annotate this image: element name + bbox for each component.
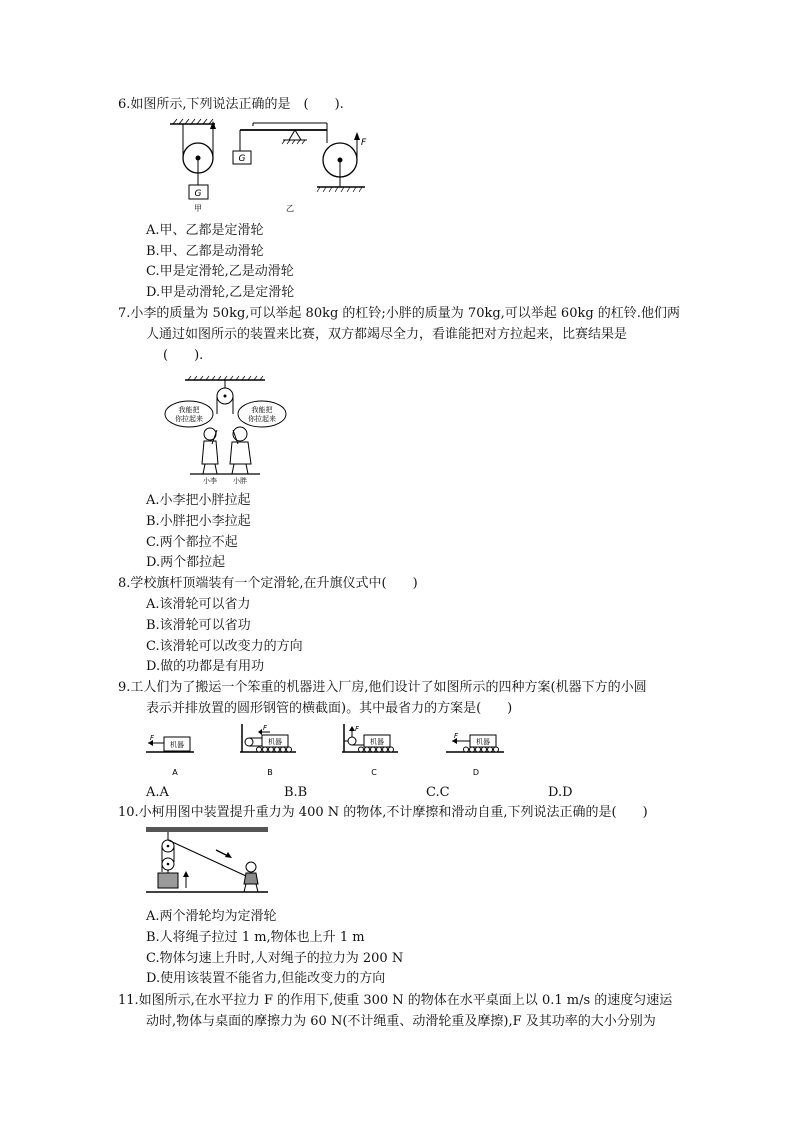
q7-name-left: 小李 — [203, 477, 217, 484]
q7-bubble-right-line2: 你拉起来 — [248, 415, 276, 423]
q9-d-force: F — [454, 732, 459, 740]
q9-schemes-figure — [146, 722, 516, 780]
q10-option-d: D.使用该装置不能省力,但能改变力的方向 — [146, 971, 386, 986]
q6-weight-label-yi: G — [238, 154, 246, 164]
q10-option-c: C.物体匀速上升时,人对绳子的拉力为 200 N — [146, 951, 404, 966]
q9-stem-line1: 9.工人们为了搬运一个笨重的机器进入厂房,他们设计了如图所示的四种方案(机器下方的小圆 — [118, 680, 647, 695]
q8-option-b: B.该滑轮可以省功 — [146, 618, 251, 633]
q7-stem-line1: 7.小李的质量为 50kg,可以举起 80kg 的杠铃;小胖的质量为 70kg,可以举起 60kg 的杠铃.他们两 — [118, 306, 680, 321]
q9-fig-label-c: C — [371, 768, 377, 777]
q6-weight-label-jia: G — [194, 189, 202, 199]
q6-force-label: F — [361, 138, 367, 148]
q9-option-c: C.C — [426, 785, 450, 800]
q9-fig-label-a: A — [172, 768, 178, 777]
q6-stem: 6.如图所示,下列说法正确的是 ( ). — [118, 97, 344, 112]
q7-tug-figure — [160, 374, 295, 484]
q9-c-machine: 机器 — [370, 738, 384, 746]
q6-option-a: A.甲、乙都是定滑轮 — [146, 223, 264, 238]
q9-d-machine: 机器 — [476, 738, 490, 746]
q6-label-jia: 甲 — [194, 204, 202, 213]
q8-option-a: A.该滑轮可以省力 — [146, 597, 251, 612]
q6-option-d: D.甲是动滑轮,乙是定滑轮 — [146, 285, 295, 300]
q8-option-d: D.做的功都是有用功 — [146, 659, 265, 674]
q7-option-b: B.小胖把小李拉起 — [146, 514, 251, 529]
q9-fig-label-b: B — [267, 768, 273, 777]
q7-name-right: 小胖 — [233, 477, 247, 484]
q6-pulley-figure — [165, 115, 380, 213]
q7-option-c: C.两个都拉不起 — [146, 535, 238, 550]
q9-option-d: D.D — [548, 785, 573, 800]
q7-option-d: D.两个都拉起 — [146, 555, 226, 570]
q7-bubble-left-line2: 你拉起来 — [175, 415, 203, 423]
q7-bubble-left-line1: 我能把 — [178, 406, 200, 414]
q7-option-a: A.小李把小胖拉起 — [146, 493, 251, 508]
q10-option-a: A.两个滑轮均为定滑轮 — [146, 909, 277, 924]
q9-fig-label-d: D — [472, 768, 480, 777]
q7-stem-line2: 人通过如图所示的装置来比赛，双方都竭尽全力，看谁能把对方拉起来，比赛结果是 — [146, 327, 628, 342]
q10-stem: 10.小柯用图中装置提升重力为 400 N 的物体,不计摩擦和滑动自重,下列说法正确的是( ) — [118, 805, 648, 820]
q7-bubble-right-line1: 我能把 — [251, 406, 273, 414]
q10-pulley-figure — [146, 826, 271, 898]
q9-b-force: F — [263, 724, 268, 732]
q10-option-b: B.人将绳子拉过 1 m,物体也上升 1 m — [146, 930, 365, 945]
q6-option-b: B.甲、乙都是动滑轮 — [146, 244, 264, 259]
q6-label-yi: 乙 — [286, 204, 294, 213]
q11-stem-line1: 11.如图所示,在水平拉力 F 的作用下,使重 300 N 的物体在水平桌面上以 0.1 m/s 的速度匀速运 — [118, 993, 673, 1008]
q9-option-a: A.A — [146, 785, 169, 800]
q8-stem: 8.学校旗杆顶端装有一个定滑轮,在升旗仪式中( ) — [118, 576, 418, 591]
q8-option-c: C.该滑轮可以改变力的方向 — [146, 639, 303, 654]
q6-option-c: C.甲是定滑轮,乙是动滑轮 — [146, 264, 294, 279]
q9-a-force: F — [150, 734, 155, 742]
q9-a-machine: 机器 — [170, 741, 184, 749]
q9-c-force: F — [355, 725, 360, 733]
q9-option-b: B.B — [284, 785, 308, 800]
q11-stem-line2: 动时,物体与桌面的摩擦力为 60 N(不计绳重、动滑轮重及摩擦),F 及其功率的大小分别为 — [146, 1014, 656, 1029]
q9-b-machine: 机器 — [268, 738, 282, 746]
q9-options-row — [146, 783, 606, 803]
q9-stem-line2: 表示并排放置的圆形钢管的横截面)。其中最省力的方案是( ) — [146, 701, 513, 716]
q7-stem-line3: ( ). — [163, 348, 204, 363]
